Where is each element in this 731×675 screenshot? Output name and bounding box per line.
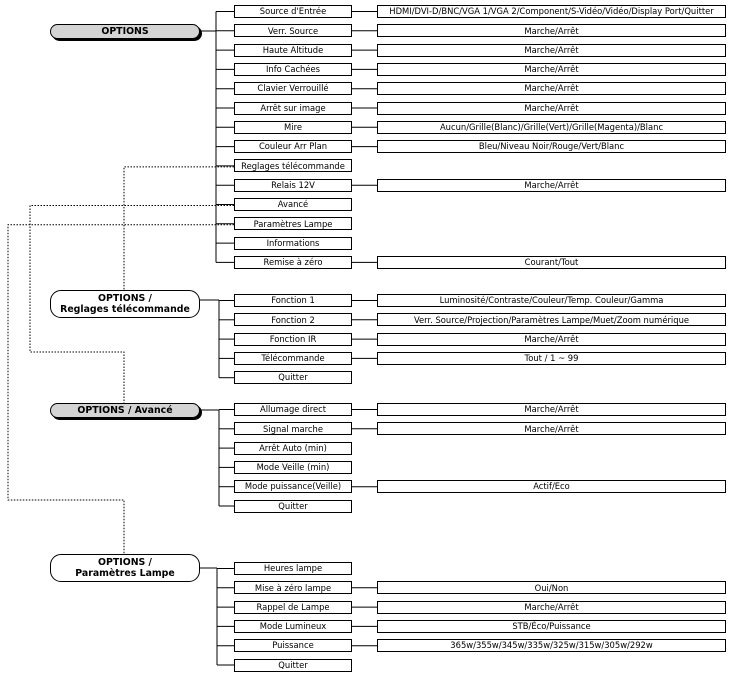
menu-value-mode-puissance-veille: Actif/Eco [377,480,726,493]
menu-item-rappel-de-lampe: Rappel de Lampe [234,601,352,614]
remote-settings-header [50,290,200,318]
menu-value-info-cachees: Marche/Arrêt [377,63,726,76]
menu-item-fonction-1: Fonction 1 [234,294,352,307]
menu-item-telecommande: Télécommande [234,352,352,365]
menu-item-signal-marche: Signal marche [234,422,352,435]
lamp-settings-header [50,554,200,582]
menu-item-fonction-ir: Fonction IR [234,333,352,346]
menu-item-couleur-arr-plan: Couleur Arr Plan [234,140,352,153]
menu-item-allumage-direct: Allumage direct [234,403,352,416]
menu-item-mode-lumineux: Mode Lumineux [234,620,352,633]
menu-value-allumage-direct: Marche/Arrêt [377,403,726,416]
options-header: OPTIONS [50,24,200,39]
menu-value-relais-12v: Marche/Arrêt [377,179,726,192]
menu-value-fonction-1: Luminosité/Contraste/Couleur/Temp. Couleur/Gamma [377,294,726,307]
menu-value-couleur-arr-plan: Bleu/Niveau Noir/Rouge/Vert/Blanc [377,140,726,153]
menu-value-source-d-entree: HDMI/DVI-D/BNC/VGA 1/VGA 2/Component/S-Vidéo/Vidéo/Display Port/Quitter [377,5,726,18]
menu-item-mire: Mire [234,121,352,134]
menu-item-remise-a-zero: Remise à zéro [234,256,352,269]
menu-item-mise-a-zero-lampe: Mise à zéro lampe [234,581,352,594]
menu-value-remise-a-zero: Courant/Tout [377,256,726,269]
lamp-settings-header-line2: Paramètres Lampe [75,568,175,579]
menu-item-mode-puissance-veille: Mode puissance(Veille) [234,480,352,493]
menu-item-avance: Avancé [234,198,352,211]
menu-value-puissance: 365w/355w/345w/335w/325w/315w/305w/292w [377,639,726,652]
menu-item-arret-auto-min: Arrêt Auto (min) [234,442,352,455]
lamp-settings-header-line1: OPTIONS / [98,556,152,568]
menu-item-haute-altitude: Haute Altitude [234,44,352,57]
menu-item-puissance: Puissance [234,639,352,652]
menu-value-telecommande: Tout / 1 ~ 99 [377,352,726,365]
menu-item-source-d-entree: Source d'Entrée [234,5,352,18]
menu-item-fonction-2: Fonction 2 [234,313,352,326]
menu-value-mire: Aucun/Grille(Blanc)/Grille(Vert)/Grille(Magenta)/Blanc [377,121,726,134]
menu-item-parametres-lampe: Paramètres Lampe [234,217,352,230]
menu-item-arret-sur-image: Arrêt sur image [234,102,352,115]
menu-item-heures-lampe: Heures lampe [234,562,352,575]
menu-value-clavier-verrouille: Marche/Arrêt [377,82,726,95]
menu-value-fonction-ir: Marche/Arrêt [377,333,726,346]
menu-value-mise-a-zero-lampe: Oui/Non [377,581,726,594]
menu-value-verr-source: Marche/Arrêt [377,24,726,37]
menu-item-relais-12v: Relais 12V [234,179,352,192]
menu-item-informations: Informations [234,237,352,250]
menu-value-arret-sur-image: Marche/Arrêt [377,102,726,115]
dotted-link-line [8,225,234,554]
menu-item-clavier-verrouille: Clavier Verrouillé [234,82,352,95]
remote-settings-header-line2: Reglages télécommande [60,304,190,315]
remote-settings-header-line1: OPTIONS / [98,292,152,304]
menu-item-reglages-telecommande: Reglages télécommande [234,159,352,172]
menu-value-rappel-de-lampe: Marche/Arrêt [377,601,726,614]
menu-item-quitter: Quitter [234,371,352,384]
advanced-header: OPTIONS / Avancé [50,403,200,418]
menu-value-fonction-2: Verr. Source/Projection/Paramètres Lampe/Muet/Zoom numérique [377,313,726,326]
menu-value-haute-altitude: Marche/Arrêt [377,44,726,57]
menu-item-info-cachees: Info Cachées [234,63,352,76]
menu-item-verr-source: Verr. Source [234,24,352,37]
menu-item-quitter: Quitter [234,500,352,513]
menu-value-signal-marche: Marche/Arrêt [377,422,726,435]
menu-value-mode-lumineux: STB/Éco/Puissance [377,620,726,633]
menu-item-quitter: Quitter [234,659,352,672]
menu-item-mode-veille-min: Mode Veille (min) [234,461,352,474]
